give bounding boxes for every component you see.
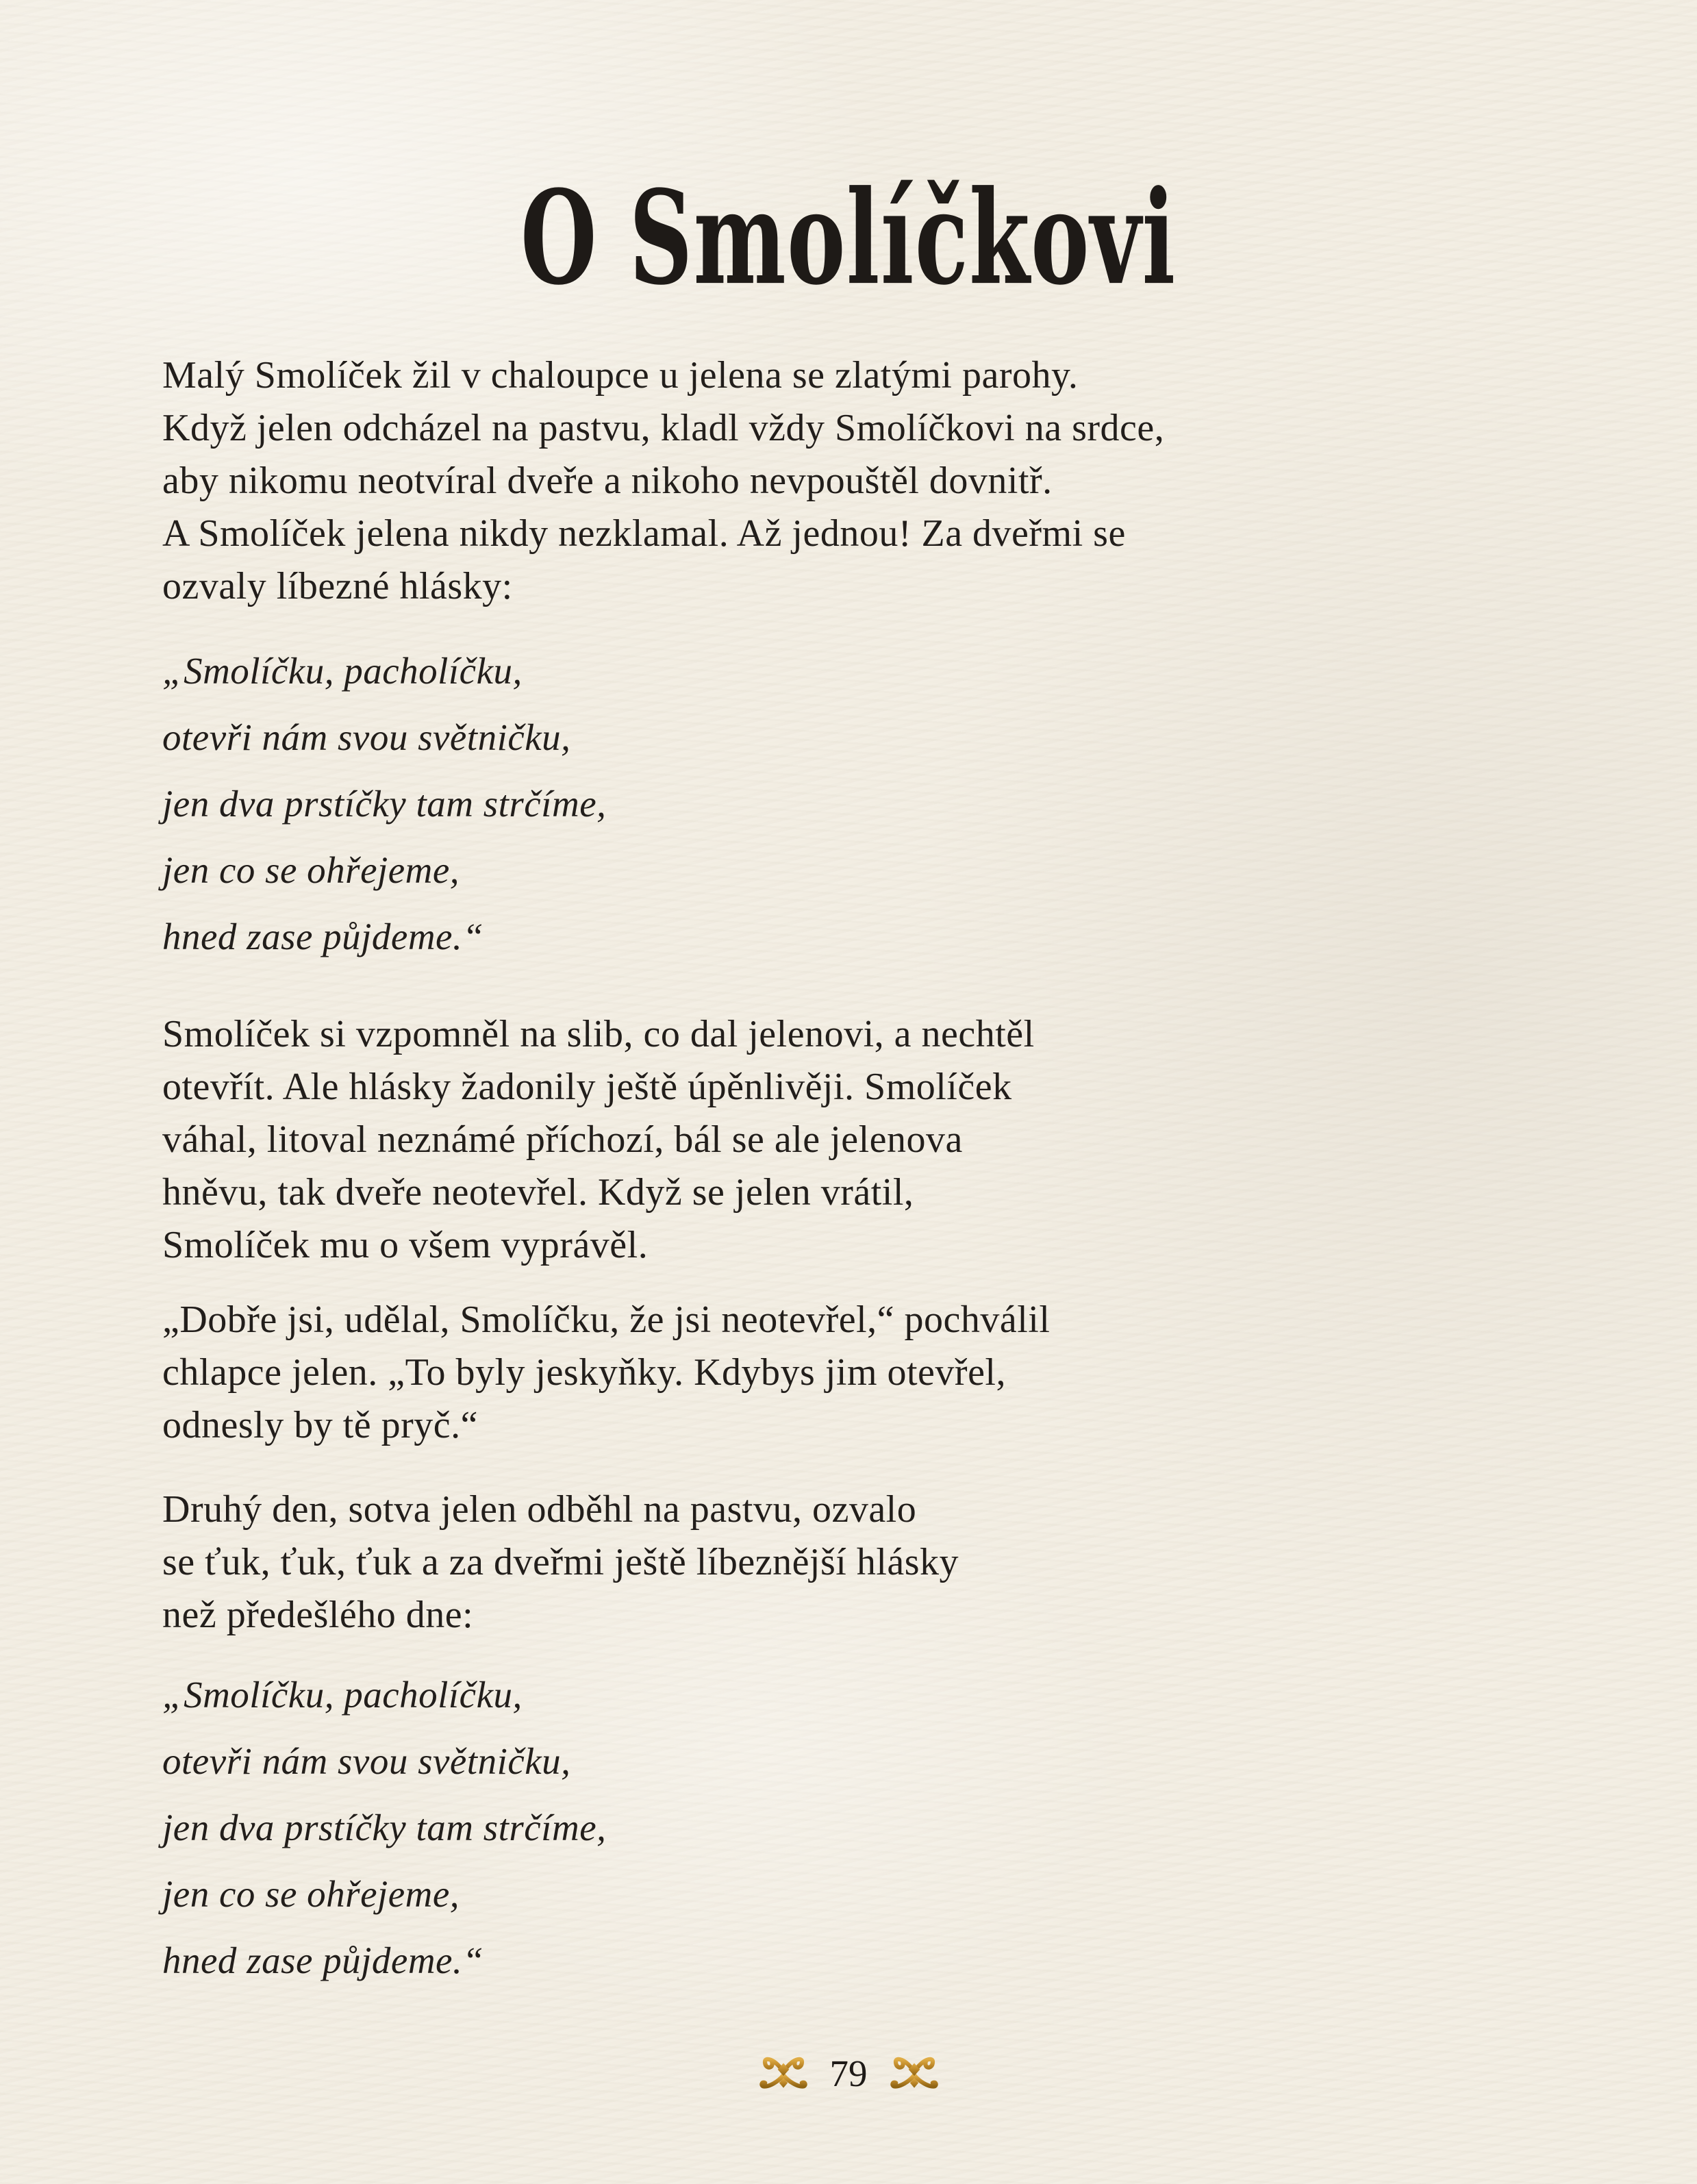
verse-line: jen co se ohřejeme, <box>162 849 460 891</box>
text-line: se ťuk, ťuk, ťuk a za dveřmi ještě líbeznější hlásky <box>162 1541 959 1583</box>
text-line: Smolíček si vzpomněl na slib, co dal jelenovi, a nechtěl <box>162 1013 1035 1055</box>
text-line: ozvaly líbezné hlásky: <box>162 565 513 607</box>
verse-line: hned zase půjdeme.“ <box>162 916 484 957</box>
text-line: A Smolíček jelena nikdy nezklamal. Až jednou! Za dveřmi se <box>162 512 1126 555</box>
text-line: hněvu, tak dveře neotevřel. Když se jelen vrátil, <box>162 1171 914 1214</box>
page-title <box>0 145 1697 330</box>
text-line: chlapce jelen. „To byly jeskyňky. Kdybys jim otevřel, <box>162 1351 1006 1394</box>
verse-line: otevři nám svou světničku, <box>162 1740 571 1782</box>
verse-line: jen dva prstíčky tam strčíme, <box>162 1807 607 1848</box>
text-line: „Dobře jsi, udělal, Smolíčku, že jsi neotevřel,“ pochválil <box>162 1298 1051 1341</box>
paragraph-4 <box>162 1483 1518 1642</box>
page-number: 79 <box>829 2053 868 2094</box>
verse-line: „Smolíčku, pacholíčku, <box>162 650 523 692</box>
verse-line: otevři nám svou světničku, <box>162 716 571 758</box>
text-line: Smolíček mu o všem vyprávěl. <box>162 1224 649 1266</box>
gold-flourish-icon <box>888 2051 940 2096</box>
text-line: Malý Smolíček žil v chaloupce u jelena se zlatými parohy. <box>162 354 1079 397</box>
text-line: váhal, litoval neznámé příchozí, bál se ale jelenova <box>162 1118 963 1161</box>
verse-line: jen dva prstíčky tam strčíme, <box>162 783 607 825</box>
text-line: otevřít. Ale hlásky žadonily ještě úpěnlivěji. Smolíček <box>162 1066 1012 1108</box>
text-line: aby nikomu neotvíral dveře a nikoho nevpouštěl dovnitř. <box>162 460 1053 502</box>
text-line: než předešlého dne: <box>162 1594 474 1636</box>
text-line: Druhý den, sotva jelen odběhl na pastvu, ozvalo <box>162 1488 917 1531</box>
page-title-text: O Smolíčkovi <box>520 162 1177 314</box>
verse-line: jen co se ohřejeme, <box>162 1873 460 1915</box>
paragraph-3 <box>162 1294 1518 1452</box>
text-line: odnesly by tě pryč.“ <box>162 1404 478 1446</box>
verse-1 <box>162 638 1518 970</box>
page-footer <box>0 2046 1697 2101</box>
gold-flourish-icon <box>757 2051 809 2096</box>
text-line: Když jelen odcházel na pastvu, kladl vždy Smolíčkovi na srdce, <box>162 407 1165 449</box>
verse-line: „Smolíčku, pacholíčku, <box>162 1674 523 1716</box>
paragraph-1 <box>162 349 1518 613</box>
verse-line: hned zase půjdeme.“ <box>162 1940 484 1981</box>
verse-2 <box>162 1661 1518 1994</box>
paragraph-2 <box>162 1008 1518 1272</box>
